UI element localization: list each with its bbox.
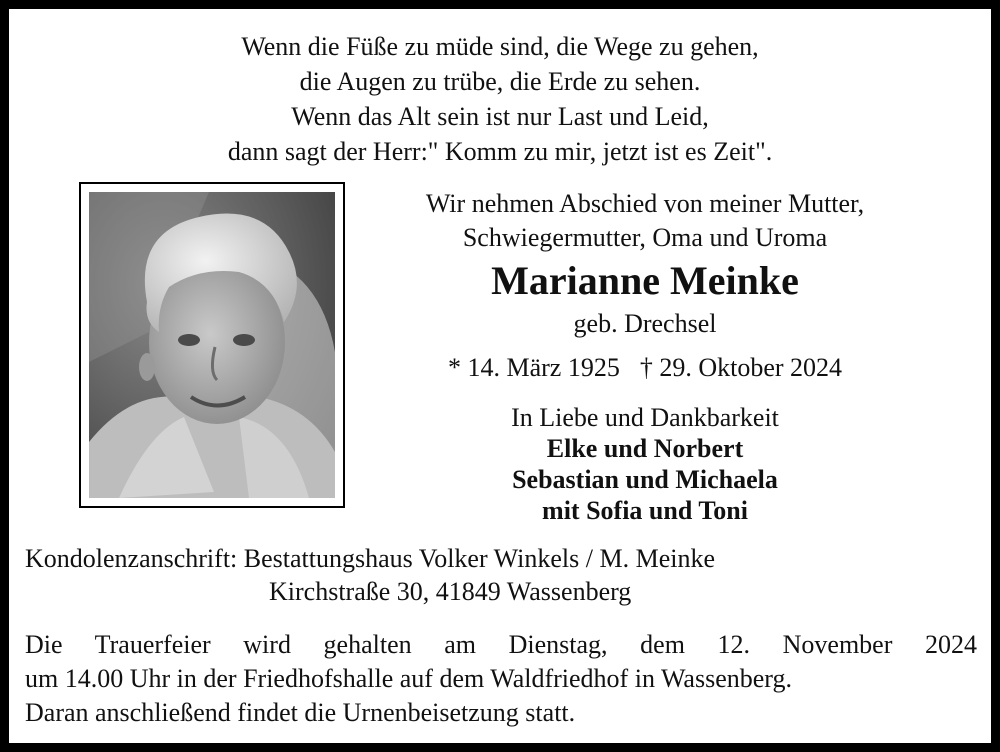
- condolence-line: Kondolenzanschrift: Bestattungshaus Volker Winkels / M. Meinke: [25, 544, 716, 573]
- condolence-address: [25, 542, 715, 608]
- intro-line: Schwiegermutter, Oma und Uroma: [462, 223, 828, 252]
- birth-date: * 14. März 1925: [447, 353, 620, 382]
- intro-line: Wir nehmen Abschied von meiner Mutter,: [425, 189, 865, 218]
- family-intro: In Liebe und Dankbarkeit: [511, 403, 779, 432]
- portrait-frame: [79, 182, 345, 508]
- obituary-card: [9, 9, 991, 743]
- family-member: mit Sofia und Toni: [542, 496, 748, 525]
- ceremony-line: um 14.00 Uhr in der Friedhofshalle auf dem Waldfriedhof in Wassenberg.: [25, 664, 792, 693]
- announcement: [345, 187, 945, 526]
- family-member: Sebastian und Michaela: [512, 465, 778, 494]
- family-member: Elke und Norbert: [546, 434, 744, 463]
- ceremony-line: Die Trauerfeier wird gehalten am Dienstag, dem 12. November 2024: [25, 630, 977, 659]
- birth-name: geb. Drechsel: [573, 309, 717, 338]
- portrait-photo: [89, 192, 335, 498]
- poem: [9, 29, 991, 169]
- poem-line: die Augen zu trübe, die Erde zu sehen.: [299, 67, 701, 96]
- ceremony-info: [25, 628, 977, 730]
- poem-line: Wenn die Füße zu müde sind, die Wege zu gehen,: [241, 32, 759, 61]
- poem-line: Wenn das Alt sein ist nur Last und Leid,: [291, 102, 709, 131]
- deceased-name: Marianne Meinke: [491, 258, 799, 303]
- death-date: † 29. Oktober 2024: [639, 353, 843, 382]
- portrait-illustration: [89, 192, 335, 498]
- life-dates: [345, 351, 945, 385]
- ceremony-line: Daran anschließend findet die Urnenbeisetzung statt.: [25, 698, 576, 727]
- condolence-street: Kirchstraße 30, 41849 Wassenberg: [269, 577, 632, 606]
- poem-line: dann sagt der Herr:" Komm zu mir, jetzt ist es Zeit".: [227, 137, 773, 166]
